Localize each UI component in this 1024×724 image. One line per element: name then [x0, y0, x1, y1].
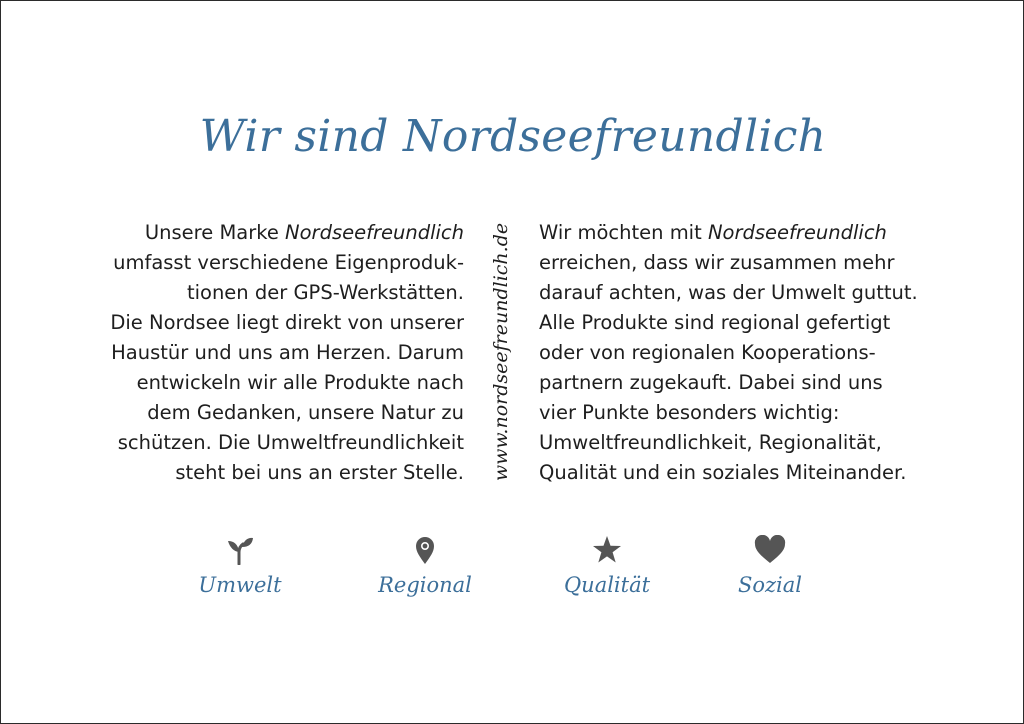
text-line: Qualität und ein soziales Miteinander. — [539, 461, 907, 484]
pillar-label: Sozial — [737, 573, 803, 597]
text-line: Haustür und uns am Herzen. Darum — [111, 341, 464, 364]
pillar-label: Regional — [378, 573, 472, 597]
text-line: partnern zugekauft. Dabei sind uns — [539, 371, 883, 394]
text-line: Unsere Marke Nordseefreundlich — [144, 221, 464, 244]
pillar-qualitaet — [532, 535, 682, 597]
pillar-regional — [350, 535, 500, 597]
text-line: schützen. Die Umweltfreundlichkeit — [117, 431, 464, 454]
star-icon — [592, 535, 622, 565]
text-line: vier Punkte besonders wichtig: — [539, 401, 840, 424]
text-line: dem Gedanken, unsere Natur zu — [147, 401, 464, 424]
website-url-vertical — [486, 221, 516, 483]
text-line: Umweltfreundlichkeit, Regionalität, — [539, 431, 882, 454]
text-line: Die Nordsee liegt direkt von unserer — [110, 311, 464, 334]
text-line: darauf achten, was der Umwelt guttut. — [539, 281, 918, 304]
text-line: entwickeln wir alle Produkte nach — [136, 371, 464, 394]
text-line: Alle Produkte sind regional gefertigt — [539, 311, 891, 334]
pillar-label: Umwelt — [198, 573, 282, 597]
website-url: www.nordseefreundlich.de — [490, 222, 512, 482]
text-line: tionen der GPS-Werkstätten. — [186, 281, 464, 304]
text-line: steht bei uns an erster Stelle. — [175, 461, 464, 484]
pillar-label: Qualität — [563, 573, 651, 597]
text-line: oder von regionalen Kooperations- — [539, 341, 876, 364]
location-pin-icon — [410, 535, 440, 565]
text-line: Wir möchten mit Nordseefreundlich — [539, 221, 887, 244]
page-title: Wir sind Nordseefreundlich — [199, 111, 827, 162]
left-text-column — [110, 218, 464, 488]
sprout-icon — [225, 535, 255, 565]
pillar-sozial — [695, 535, 845, 597]
brand-name: Nordseefreundlich — [707, 221, 887, 244]
brand-name: Nordseefreundlich — [285, 221, 464, 244]
heart-icon — [754, 535, 786, 565]
text-line: erreichen, dass wir zusammen mehr — [539, 251, 895, 274]
text-line: umfasst verschiedene Eigenproduk- — [113, 251, 464, 274]
pillar-umwelt — [165, 535, 315, 597]
right-text-column — [539, 218, 918, 488]
